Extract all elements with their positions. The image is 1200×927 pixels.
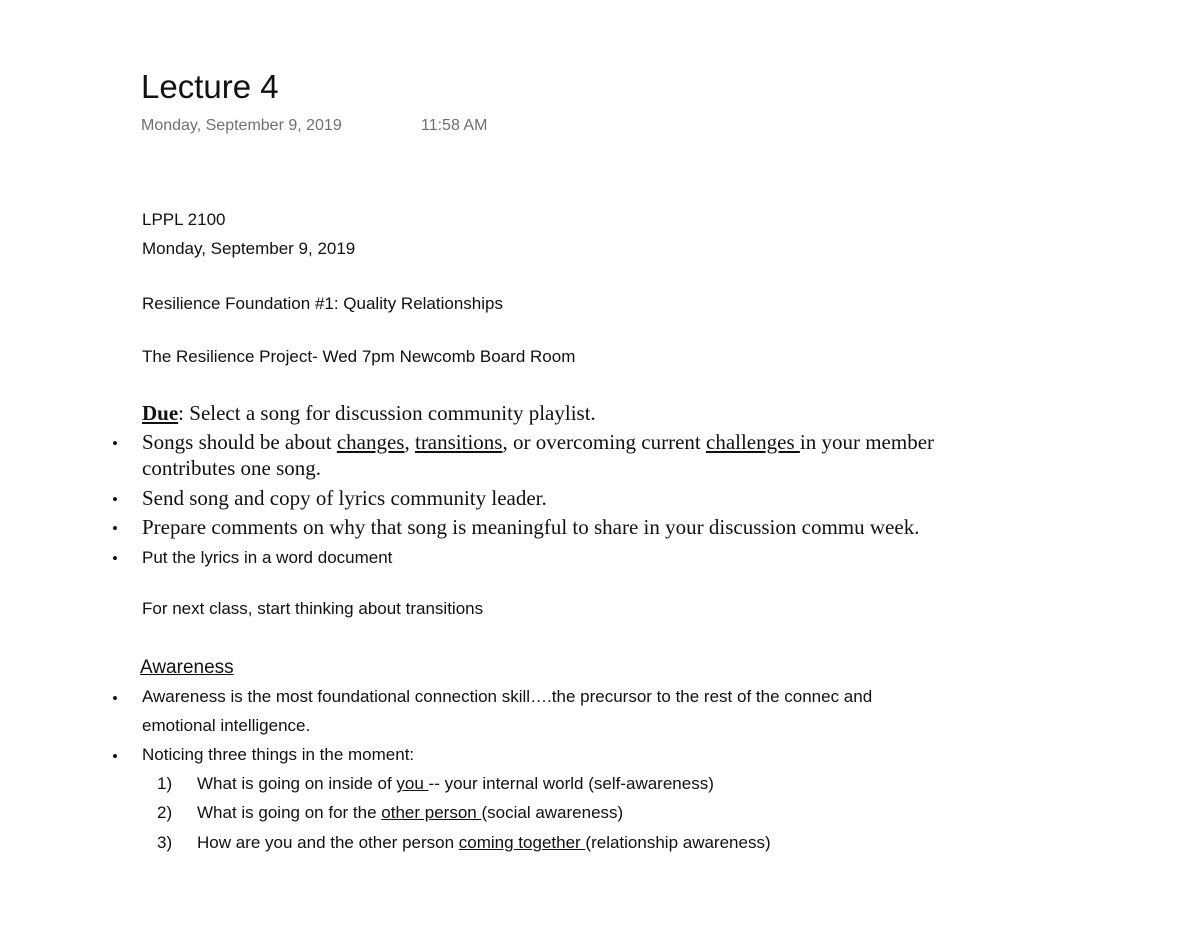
song-bullet-1-line2: contributes one song. <box>142 456 322 480</box>
song-bullet-1: Songs should be about changes, transitions, or overcoming current challenges in your member <box>142 430 935 454</box>
bullet-icon: • <box>112 689 118 708</box>
list-number: 3) <box>157 833 173 852</box>
list-number: 2) <box>157 803 173 822</box>
song-bullet-3: Prepare comments on why that song is meaningful to share in your discussion commu week. <box>142 515 920 539</box>
awareness-bullet-2: Noticing three things in the moment: <box>142 745 415 764</box>
list-number: 1) <box>157 774 173 793</box>
note-date: Monday, September 9, 2019 <box>141 117 342 134</box>
due-label: Due <box>142 401 179 425</box>
bullet-icon: • <box>112 519 118 538</box>
due-line: Due: Select a song for discussion community playlist. <box>142 401 596 425</box>
foundation-title: Resilience Foundation #1: Quality Relationships <box>142 294 503 313</box>
bullet-icon: • <box>112 490 118 509</box>
awareness-bullet-1-line2: emotional intelligence. <box>142 716 311 735</box>
bullet-icon: • <box>112 747 118 766</box>
list-item: What is going on for the other person (social awareness) <box>197 803 624 822</box>
list-item: What is going on inside of you -- your internal world (self-awareness) <box>197 774 714 793</box>
next-class-note: For next class, start thinking about transitions <box>142 599 484 618</box>
note-time: 11:58 AM <box>421 117 488 134</box>
course-code: LPPL 2100 <box>142 210 226 229</box>
list-item: How are you and the other person coming together (relationship awareness) <box>197 833 771 852</box>
project-line: The Resilience Project- Wed 7pm Newcomb Board Room <box>142 347 576 366</box>
lecture-date: Monday, September 9, 2019 <box>142 239 356 258</box>
bullet-icon: • <box>112 434 118 453</box>
song-bullet-2: Send song and copy of lyrics community leader. <box>142 486 547 510</box>
page-title: Lecture 4 <box>141 68 279 105</box>
song-bullet-4: Put the lyrics in a word document <box>142 548 393 567</box>
bullet-icon: • <box>112 549 118 568</box>
awareness-heading: Awareness <box>140 657 234 678</box>
due-text: Select a song for discussion community playlist. <box>189 401 596 425</box>
awareness-bullet-1: Awareness is the most foundational connection skill….the precursor to the rest of the connec and <box>142 687 873 706</box>
